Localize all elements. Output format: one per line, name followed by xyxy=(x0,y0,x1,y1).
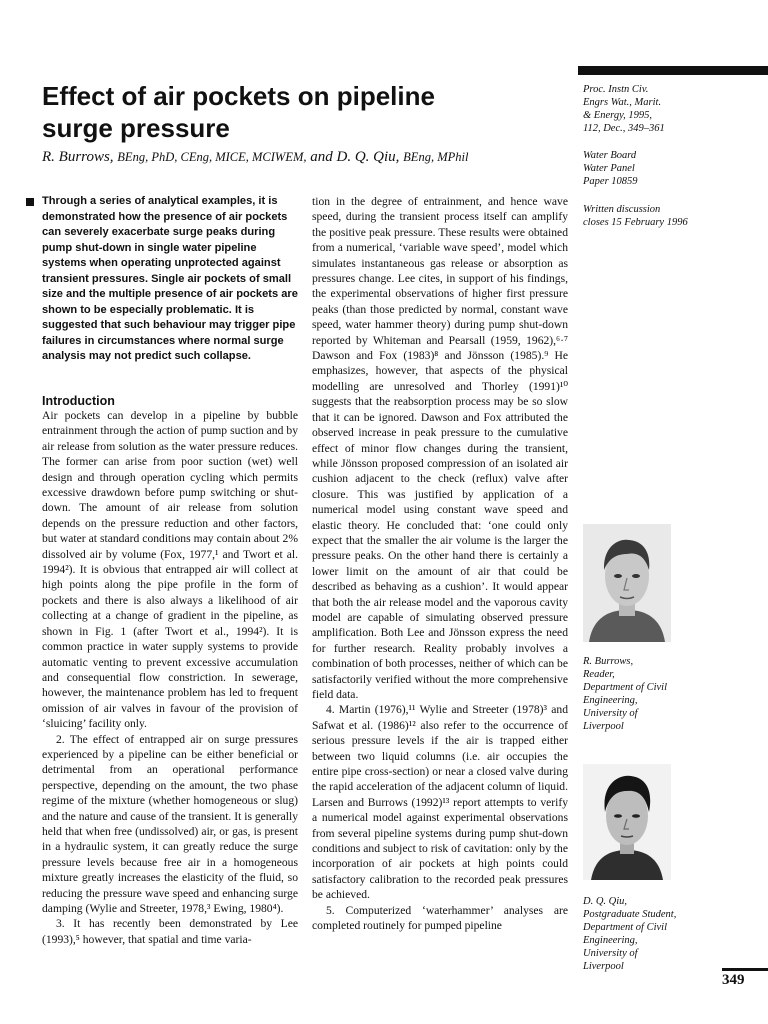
paper-info: Water Board Water Panel Paper 10859 xyxy=(583,150,638,187)
paragraph-5: 5. Computerized ‘waterhammer’ analyses are completed routinely for pumped pipeline xyxy=(312,903,568,933)
page-number: 349 xyxy=(722,972,745,988)
introduction-heading: Introduction xyxy=(42,394,115,408)
author-1-degrees: BEng, PhD, CEng, MICE, MCIWEM, xyxy=(117,150,307,164)
abstract-bullet-icon xyxy=(26,198,34,206)
paragraph-3-continued: tion in the degree of entrainment, and hence wave speed, during the transient process itself can amplify the positive peak pressure. These results were obtained from a numerical, ‘variable wave speed’, model which simulates instantaneous gas release or absorption as pressures change. Lee cites, in support of his findings, the experimental observations of higher first pressure peaks (than those predicted by normal, constant wave speed, water hammer theory) during pump shut-down reported by Whiteman and Pearsall (1959, 1962),⁶·⁷ Dawson and Fox (1983)⁸ and Jönsson (1985).⁹ He emphasizes, however, that aspects of the physical modelling are unresolved and Thorley (1991)¹⁰ suggests that the reabsorption process may be so slow that it can be ignored. Dawson and Fox attributed the observed increase in peak pressure to the cumulative effect of minor flow changes during the transient, while Jönsson proposed compression of an isolated air cushion adjacent to the check (reflux) valve after closure. This was justified by application of a numerical model using constant wave speed and elastic theory. He concluded that: ‘one could only expect that the smaller the air volume is the larger the pressure peaks. On the other hand there is certainly a lower limit on the amount of air that could be described as behaving as a cushion’. It would appear that both the air release model and the vaporous cavity model are capable of simulating observed pressure amplification. Both Lee and Jönsson express the need for further research. Reality probably involves a combination of both processes, neither of which can be satisfactorily verified without the more comprehensive field data. xyxy=(312,195,568,701)
author-photo-burrows xyxy=(583,524,671,642)
body-column-1 xyxy=(42,408,298,947)
paragraph-4: 4. Martin (1976),¹¹ Wylie and Streeter (1978)³ and Safwat et al. (1986)¹² also refer to the occurrence of serious pressure levels if the air is trapped either between two liquid columns (i.e. air occupies the entire pipe cross-section) or near a closed valve during the rapid acceleration of the adjacent column of liquid. Larsen and Burrows (1992)¹³ report attempts to verify a numerical model against experimental observations from several pipeline systems during pump shut-down conditions and subject to risk of cavitation: only by the incorporation of air pockets at high points could satisfactory calibration to the recorded peak pressures be achieved. xyxy=(312,703,568,902)
author-2-name: D. Q. Qiu, xyxy=(336,149,400,165)
body-column-2 xyxy=(312,194,568,934)
photo-caption-burrows: R. Burrows, Reader, Department of Civil Engineering, University of Liverpool xyxy=(583,656,667,732)
discussion-note: Written discussion closes 15 February 1996 xyxy=(583,204,688,228)
photo-caption-qiu: D. Q. Qiu, Postgraduate Student, Department of Civil Engineering, University of Liverpool xyxy=(583,896,677,972)
paragraph-3: 3. It has recently been demonstrated by Lee (1993),⁵ however, that spatial and time varia- xyxy=(42,917,298,946)
author-line xyxy=(42,149,582,166)
header-rule xyxy=(578,66,768,75)
author-conjunction: and xyxy=(310,149,333,165)
author-photo-qiu xyxy=(583,764,671,880)
paragraph-1: Air pockets can develop in a pipeline by bubble entrainment through the action of pump suction and by air release from solution as the water pressure reduces. The former can arise from poor suction (wet) well design and through operation cycling which permits excessive drawdown before pump switching or shut-down. The amount of air release from solution depends on the pressure reduction and other factors, but water at standard conditions may contain about 2% dissolved air by volume (Fox, 1977,¹ and Twort et al. 1994²). It is obvious that entrapped air will collect at high points along the pipe profile in the form of pockets and there is also always a likelihood of air collecting at a change of gradient in the pipeline, as shown in Fig. 1 (after Twort et al., 1994²). It is common practice in water supply systems to provide automatic venting to prevent excessive accumulation and consequential flow constriction. In sewerage, however, the maintenance problem has led to frequent omission of air valves in favour of the provision of ‘sluicing’ facility only. xyxy=(42,409,298,731)
abstract-text: Through a series of analytical examples, it is demonstrated how the presence of air pockets can severely exacerbate surge peaks during pump shut-down in single water pipeline systems when operating unprotected against transient pressures. Single air pockets of small size and the multiple presence of air pockets are shown to be especially problematic. It is suggested that such behaviour may trigger pipe failures in circumstances where normal surge analysis may not predict such collapse. xyxy=(42,195,298,362)
page-number-rule xyxy=(722,968,768,971)
title-line-2: surge pressure xyxy=(42,113,230,143)
abstract xyxy=(26,194,302,365)
author-2-degrees: BEng, MPhil xyxy=(403,150,469,164)
article-title xyxy=(42,80,562,144)
author-1-name: R. Burrows, xyxy=(42,149,114,165)
journal-reference: Proc. Instn Civ. Engrs Wat., Marit. & Energy, 1995, 112, Dec., 349–361 xyxy=(583,84,665,134)
title-line-1: Effect of air pockets on pipeline xyxy=(42,81,435,111)
paragraph-2: 2. The effect of entrapped air on surge pressures experienced by a pipeline can be either beneficial or detrimental from an operational performance perspective, depending on the amount, the two phase regime of the mixture (whether homogeneous or slug) and the nature and cause of the transient. It is generally held that when free (undissolved) air, or gas, is present in a hydraulic system, it can greatly reduce the surge pressure levels because free air in a homogeneous mixture greatly increases the elasticity of the fluid, so reducing the pressure wave speed and enhancing surge damping (Wylie and Streeter, 1978,³ Ewing, 1980⁴). xyxy=(42,732,298,915)
